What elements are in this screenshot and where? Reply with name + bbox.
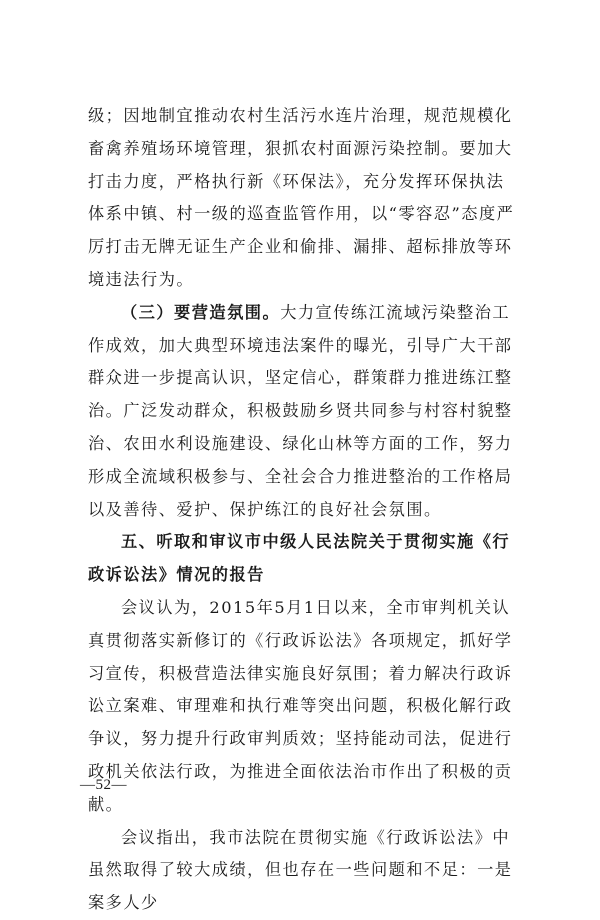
paragraph-create-atmosphere — [88, 297, 518, 527]
paragraph-meeting-points-out: 会议指出，我市法院在贯彻实施《行政诉讼法》中虽然取得了较大成绩，但也存在一些问题和不足：一是案多人少 — [88, 827, 513, 913]
paragraph-continuation: 级；因地制宜推动农村生活污水连片治理，规范规模化畜禽养殖场环境管理，狠抓农村面源污染控制。要加大打击力度，严格执行新《环保法》，充分发挥环保执法体系中镇、村一级的巡查监管作用，以“零容忍”态度严厉打击无牌无证生产企业和偷排、漏排、超标排放等环境违法行为。 — [88, 106, 515, 289]
subsection-body: 大力宣传练江流域污染整治工作成效，加大典型环境违法案件的曝光，引导广大干部群众进一步提高认识，坚定信心，群策群力推进练江整治。广泛发动群众，积极鼓励乡贤共同参与村容村貌整治、农田水利设施建设、绿化山林等方面的工作，努力形成全流域积极参与、全社会合力推进整治的工作格局以及善待、爱护、保护练江的良好社会氛围。 — [88, 302, 513, 519]
section-heading: 五、听取和审议市中级人民法院关于贯彻实施《行政诉讼法》情况的报告 — [88, 532, 511, 585]
subsection-title: （三）要营造氛围。 — [121, 302, 281, 322]
paragraph-meeting-considers: 会议认为，2015年5月1日以来，全市审判机关认真贯彻落实新修订的《行政诉讼法》各项规定，抓好学习宣传，积极营造法律实施良好氛围；着力解决行政诉讼立案难、审理难和执行难等突出问题，积极化解行政争议，努力提升行政审判质效；坚持能动司法，促进行政机关依法行政，为推进全面依法治市作出了积极的贡献。 — [88, 597, 513, 814]
document-body — [88, 100, 518, 920]
page-number: —52— — [80, 777, 127, 793]
